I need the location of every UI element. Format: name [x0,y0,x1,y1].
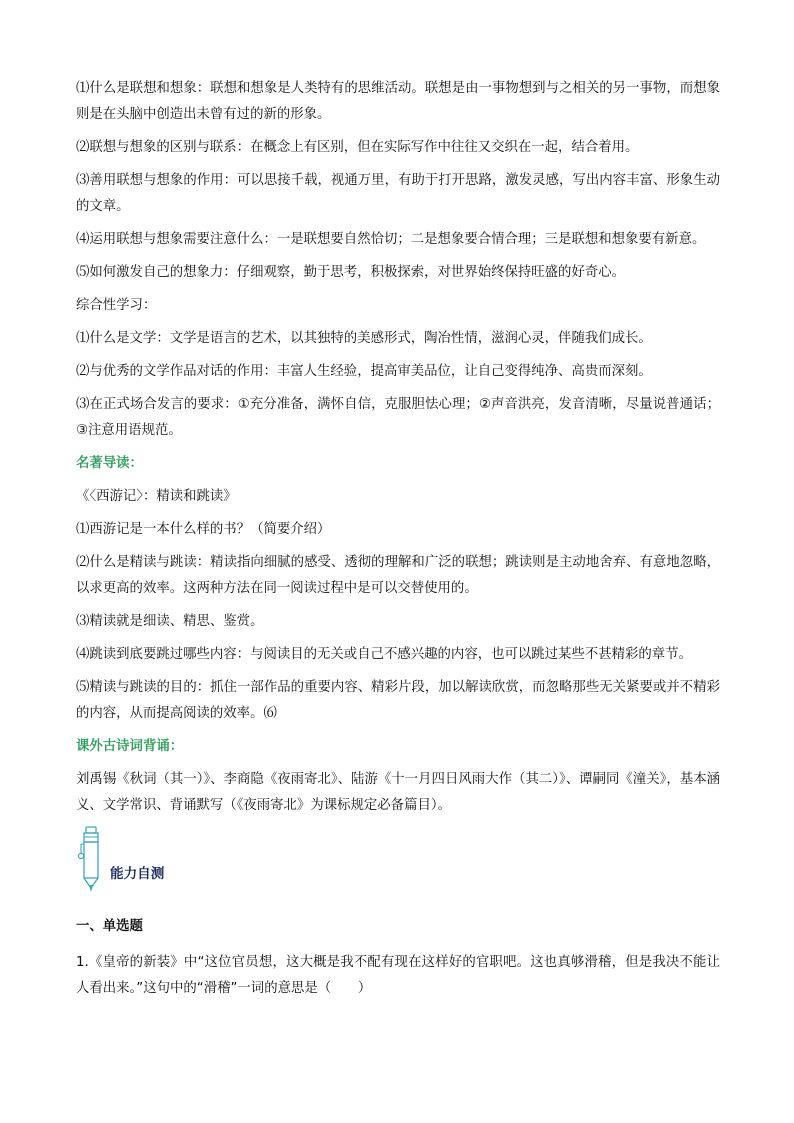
single-choice-section-title: 一、单选题 [76,919,143,934]
zonghe-item-2: ⑵与优秀的文学作品对话的作用：丰富人生经验，提高审美品位，让自己变得纯净、高贵而深刻。 [76,364,652,379]
mingzhu-item-4: ⑷跳读到底要跳过哪些内容：与阅读目的无关或自己不感兴趣的内容，也可以跳过某些不甚精彩的章节。 [76,647,692,662]
pen-icon [76,826,106,894]
mingzhu-item-2: ⑵什么是精读与跳读：精读指向细腻的感受、透彻的理解和广泛的联想；跳读则是主动地舍弃、有意地忽略，以求更高的效率。这两种方法在同一阅读过程中是可以交替使用的。 [76,555,720,596]
document-page [76,76,720,1002]
ability-test-banner [76,826,720,894]
lianxiang-item-4: ⑷运用联想与想象需要注意什么：一是联想要自然恰切；二是想象要合情合理；三是联想和想象要有新意。 [76,232,706,247]
mingzhu-item-5: ⑸精读与跳读的目的：抓住一部作品的重要内容、精彩片段，加以解读欣赏，而忽略那些无关紧要或并不精彩的内容，从而提高阅读的效率。⑹ [76,680,720,721]
mingzhu-item-1: ⑴西游记是一本什么样的书？（简要介绍） [76,522,331,537]
lianxiang-item-2: ⑵联想与想象的区别与联系：在概念上有区别，但在实际写作中往往又交织在一起，结合着用。 [76,140,639,155]
zonghe-item-3: ⑶在正式场合发言的要求：①充分准备，满怀自信，克服胆怯心理；②声音洪亮，发音清晰，尽量说普通话；③注意用语规范。 [76,397,720,438]
lianxiang-item-3: ⑶善用联想与想象的作用：可以思接千载，视通万里，有助于打开思路，激发灵感，写出内容丰富、形象生动的文章。 [76,173,720,214]
mingzhu-heading: 名著导读： [76,456,143,471]
question-1: 1.《皇帝的新装》中“这位官员想，这大概是我不配有现在这样好的官职吧。这也真够滑稽，但是我决不能让人看出来。”这句中的“滑稽”一词的意思是（ ） [76,955,720,996]
gushici-text: 刘禹锡《秋词（其一）》、李商隐《夜雨寄北》、陆游《十一月四日风雨大作（其二）》、谭嗣同《潼关》，基本涵义、文学常识、背诵默写（《夜雨寄北》为课标规定必备篇目）。 [76,772,720,813]
mingzhu-item-3: ⑶精读就是细读、精思、鉴赏。 [76,614,264,629]
gushici-heading: 课外古诗词背诵： [76,739,184,754]
zonghe-item-1: ⑴什么是文学：文学是语言的艺术，以其独特的美感形式，陶冶性情，滋润心灵，伴随我们成长。 [76,331,652,346]
ability-test-label: 能力自测 [110,866,165,882]
lianxiang-item-1: ⑴什么是联想和想象：联想和想象是人类特有的思维活动。联想是由一事物想到与之相关的另一事物，而想象则是在头脑中创造出未曾有过的新的形象。 [76,81,720,122]
lianxiang-item-5: ⑸如何激发自己的想象力：仔细观察，勤于思考，积极探索，对世界始终保持旺盛的好奇心。 [76,265,626,280]
zonghe-title: 综合性学习： [76,298,157,313]
mingzhu-subtitle: 《〈西游记〉：精读和跳读》 [76,489,237,504]
